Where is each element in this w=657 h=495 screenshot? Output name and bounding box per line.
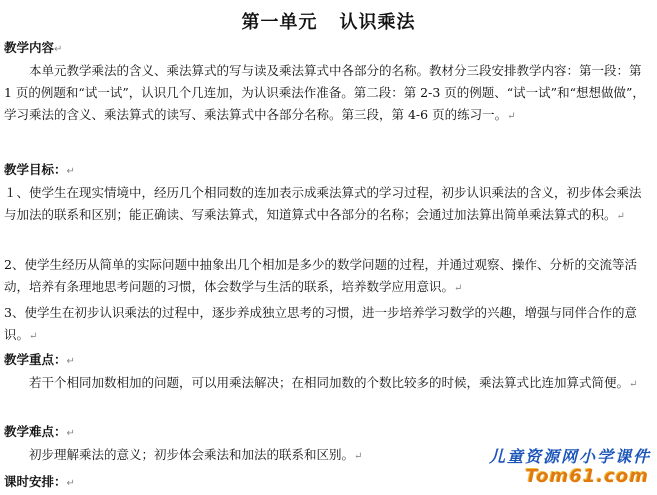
watermark-site-name: 儿童资源网小学课件 [488,447,651,466]
paragraph-goal-3: 3、使学生在初步认识乘法的过程中，逐步养成独立思考的习惯，进一步培养学习数学的兴趣，增强与同伴合作的意识。↵ [4,305,637,342]
heading-teaching-goals: 教学目标：↵ [4,162,75,177]
title-topic: 认识乘法 [339,12,416,33]
heading-schedule: 课时安排：↵ [4,474,75,489]
paragraph-difficulties: 初步理解乘法的意义；初步体会乘法和加法的联系和区别。↵ [29,447,363,462]
paragraph-key-points: 若干个相同加数相加的问题，可以用乘法解决；在相同加数的个数比较多的时候，乘法算式比连加算式简便。↵ [29,375,638,390]
paragraph-teaching-content: 本单元教学乘法的含义、乘法算式的写与读及乘法算式中各部分的名称。教材分三段安排教学内容：第一段：第 1 页的例题和“试一试”，认识几个几连加，为认识乘法作准备。第二段：第 2-3 页的例题、“试一试”和“想想做做”，学习乘法的含义、乘法算式的读写、乘法算式中各部分名称。第三段，第 4-6 页的练习一。↵ [4,63,645,122]
document-title [0,8,657,34]
heading-difficulties: 教学难点：↵ [4,424,75,439]
heading-teaching-content: 教学内容↵ [4,40,63,55]
title-unit: 第一单元 [241,12,318,33]
site-watermark [451,444,651,492]
paragraph-goal-2: 2、使学生经历从简单的实际问题中抽象出几个相加是多少的数学问题的过程，并通过观察、操作、分析的交流等活动，培养有条理地思考问题的习惯，体会数学与生活的联系，培养数学应用意识。↵ [4,257,637,294]
heading-key-points: 教学重点：↵ [4,352,75,367]
watermark-domain: Tom61.com [525,466,649,487]
paragraph-goal-1: １、使学生在现实情境中，经历几个相同数的连加表示成乘法算式的学习过程，初步认识乘法的含义，初步体会乘法与加法的联系和区别；能正确读、写乘法算式，知道算式中各部分的名称；会通过加法算出简单乘法算式的积。↵ [4,185,642,222]
